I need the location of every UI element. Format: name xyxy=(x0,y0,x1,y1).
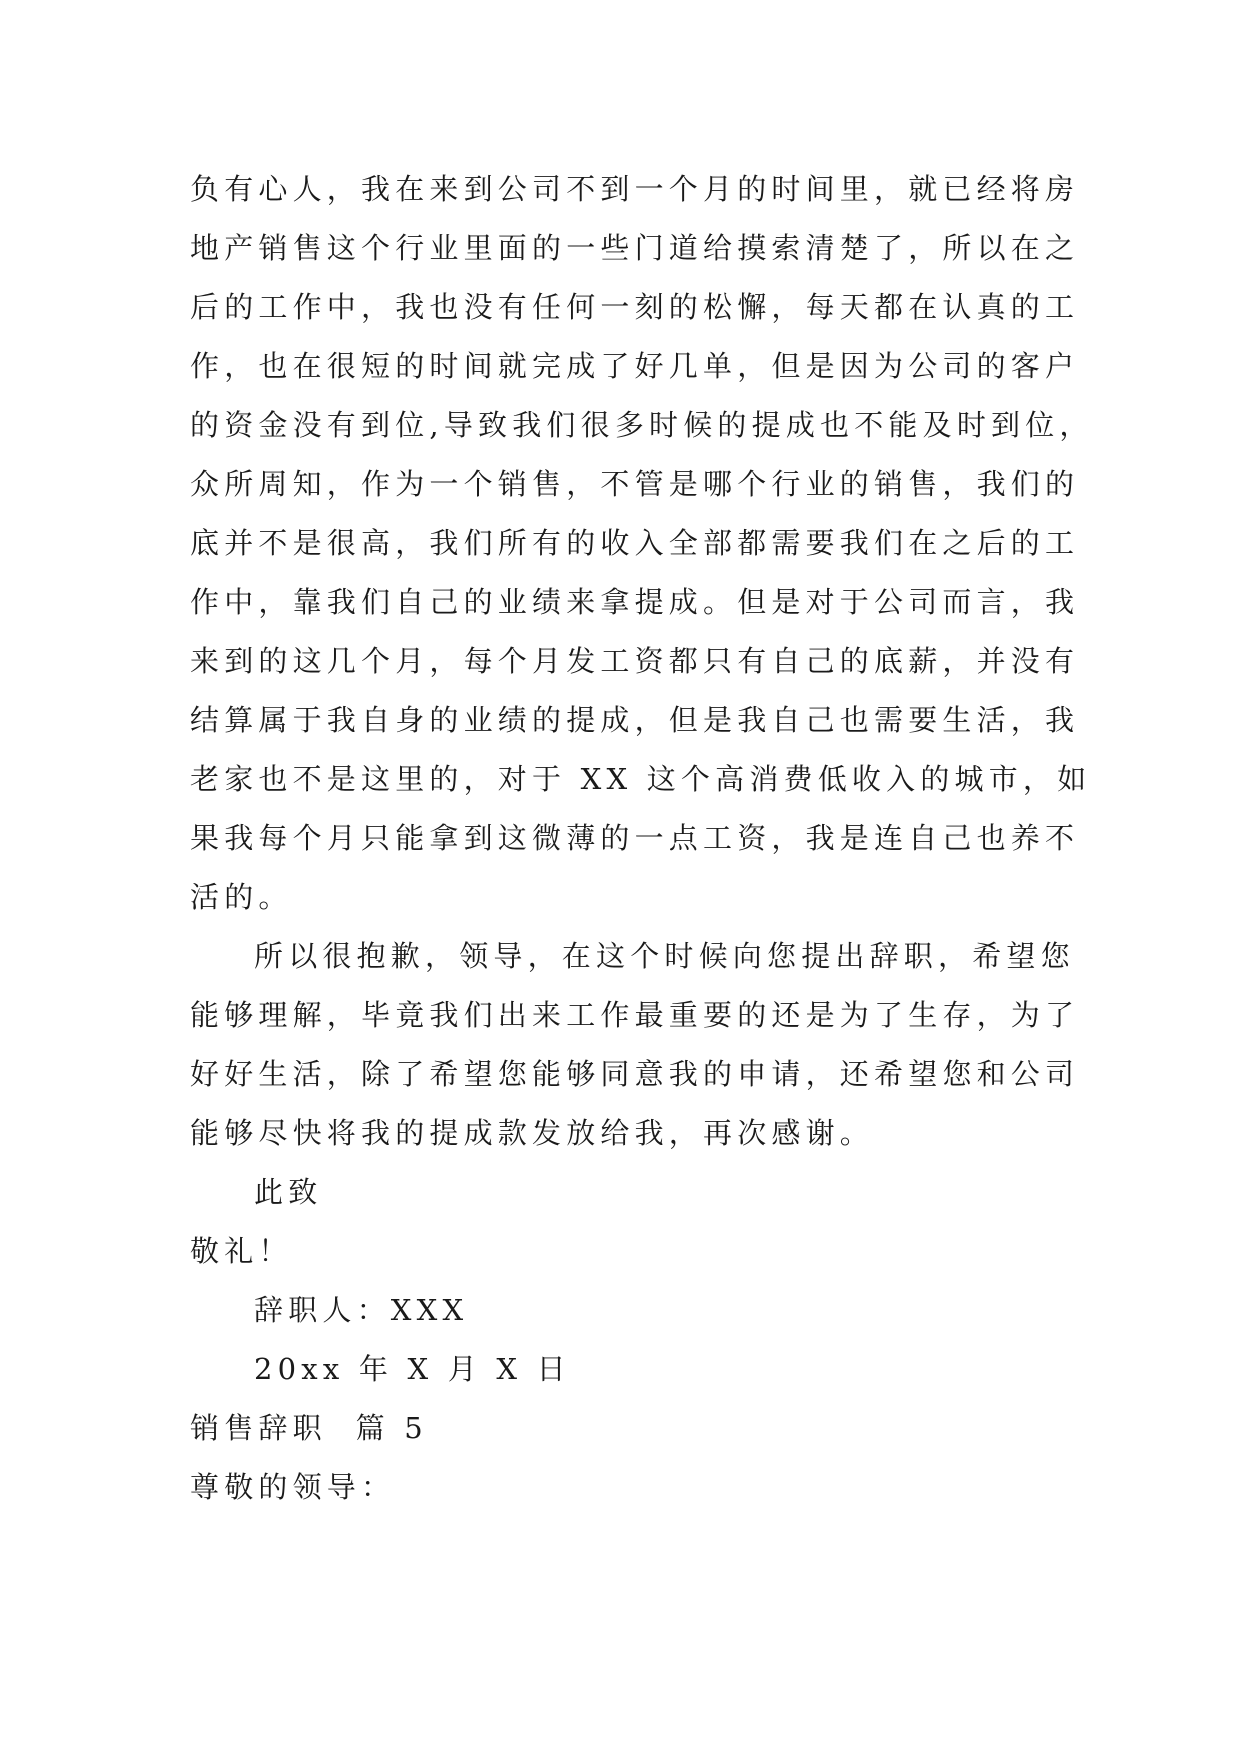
paragraph-line: 底并不是很高，我们所有的收入全部都需要我们在之后的工 xyxy=(190,526,1080,560)
paragraph-line: 所以很抱歉，领导，在这个时候向您提出辞职，希望您 xyxy=(254,939,1075,973)
salute-line: 敬礼！ xyxy=(190,1234,293,1268)
closing-line: 此致 xyxy=(254,1175,323,1209)
paragraph-line: 果我每个月只能拿到这微薄的一点工资，我是连自己也养不 xyxy=(190,821,1080,855)
paragraph-line: 的资金没有到位,导致我们很多时候的提成也不能及时到位， xyxy=(190,408,1094,442)
section-title: 销售辞职 篇 5 xyxy=(190,1411,428,1445)
greeting-line: 尊敬的领导： xyxy=(190,1470,396,1504)
paragraph-line: 结算属于我自身的业绩的提成，但是我自己也需要生活，我 xyxy=(190,703,1080,737)
paragraph-line: 能够尽快将我的提成款发放给我，再次感谢。 xyxy=(190,1116,875,1150)
paragraph-line: 负有心人，我在来到公司不到一个月的时间里，就已经将房 xyxy=(190,172,1080,206)
date-line: 20xx 年 X 月 X 日 xyxy=(254,1352,571,1386)
paragraph-line: 众所周知，作为一个销售，不管是哪个行业的销售，我们的 xyxy=(190,467,1080,501)
paragraph-line: 能够理解，毕竟我们出来工作最重要的还是为了生存，为了 xyxy=(190,998,1080,1032)
paragraph-line: 作，也在很短的时间就完成了好几单，但是因为公司的客户 xyxy=(190,349,1080,383)
paragraph-line: 地产销售这个行业里面的一些门道给摸索清楚了，所以在之 xyxy=(190,231,1080,265)
paragraph-line: 来到的这几个月，每个月发工资都只有自己的底薪，并没有 xyxy=(190,644,1080,678)
document-body xyxy=(190,160,1094,1517)
paragraph-line: 活的。 xyxy=(190,880,293,914)
paragraph-1 xyxy=(190,160,1094,927)
paragraph-line: 作中，靠我们自己的业绩来拿提成。但是对于公司而言，我 xyxy=(190,585,1080,619)
paragraph-2 xyxy=(190,927,1080,1163)
paragraph-line: 好好生活，除了希望您能够同意我的申请，还希望您和公司 xyxy=(190,1057,1080,1091)
paragraph-line: 老家也不是这里的，对于 XX 这个高消费低收入的城市，如 xyxy=(190,762,1092,796)
signature-line: 辞职人：XXX xyxy=(254,1293,469,1327)
paragraph-line: 后的工作中，我也没有任何一刻的松懈，每天都在认真的工 xyxy=(190,290,1080,324)
